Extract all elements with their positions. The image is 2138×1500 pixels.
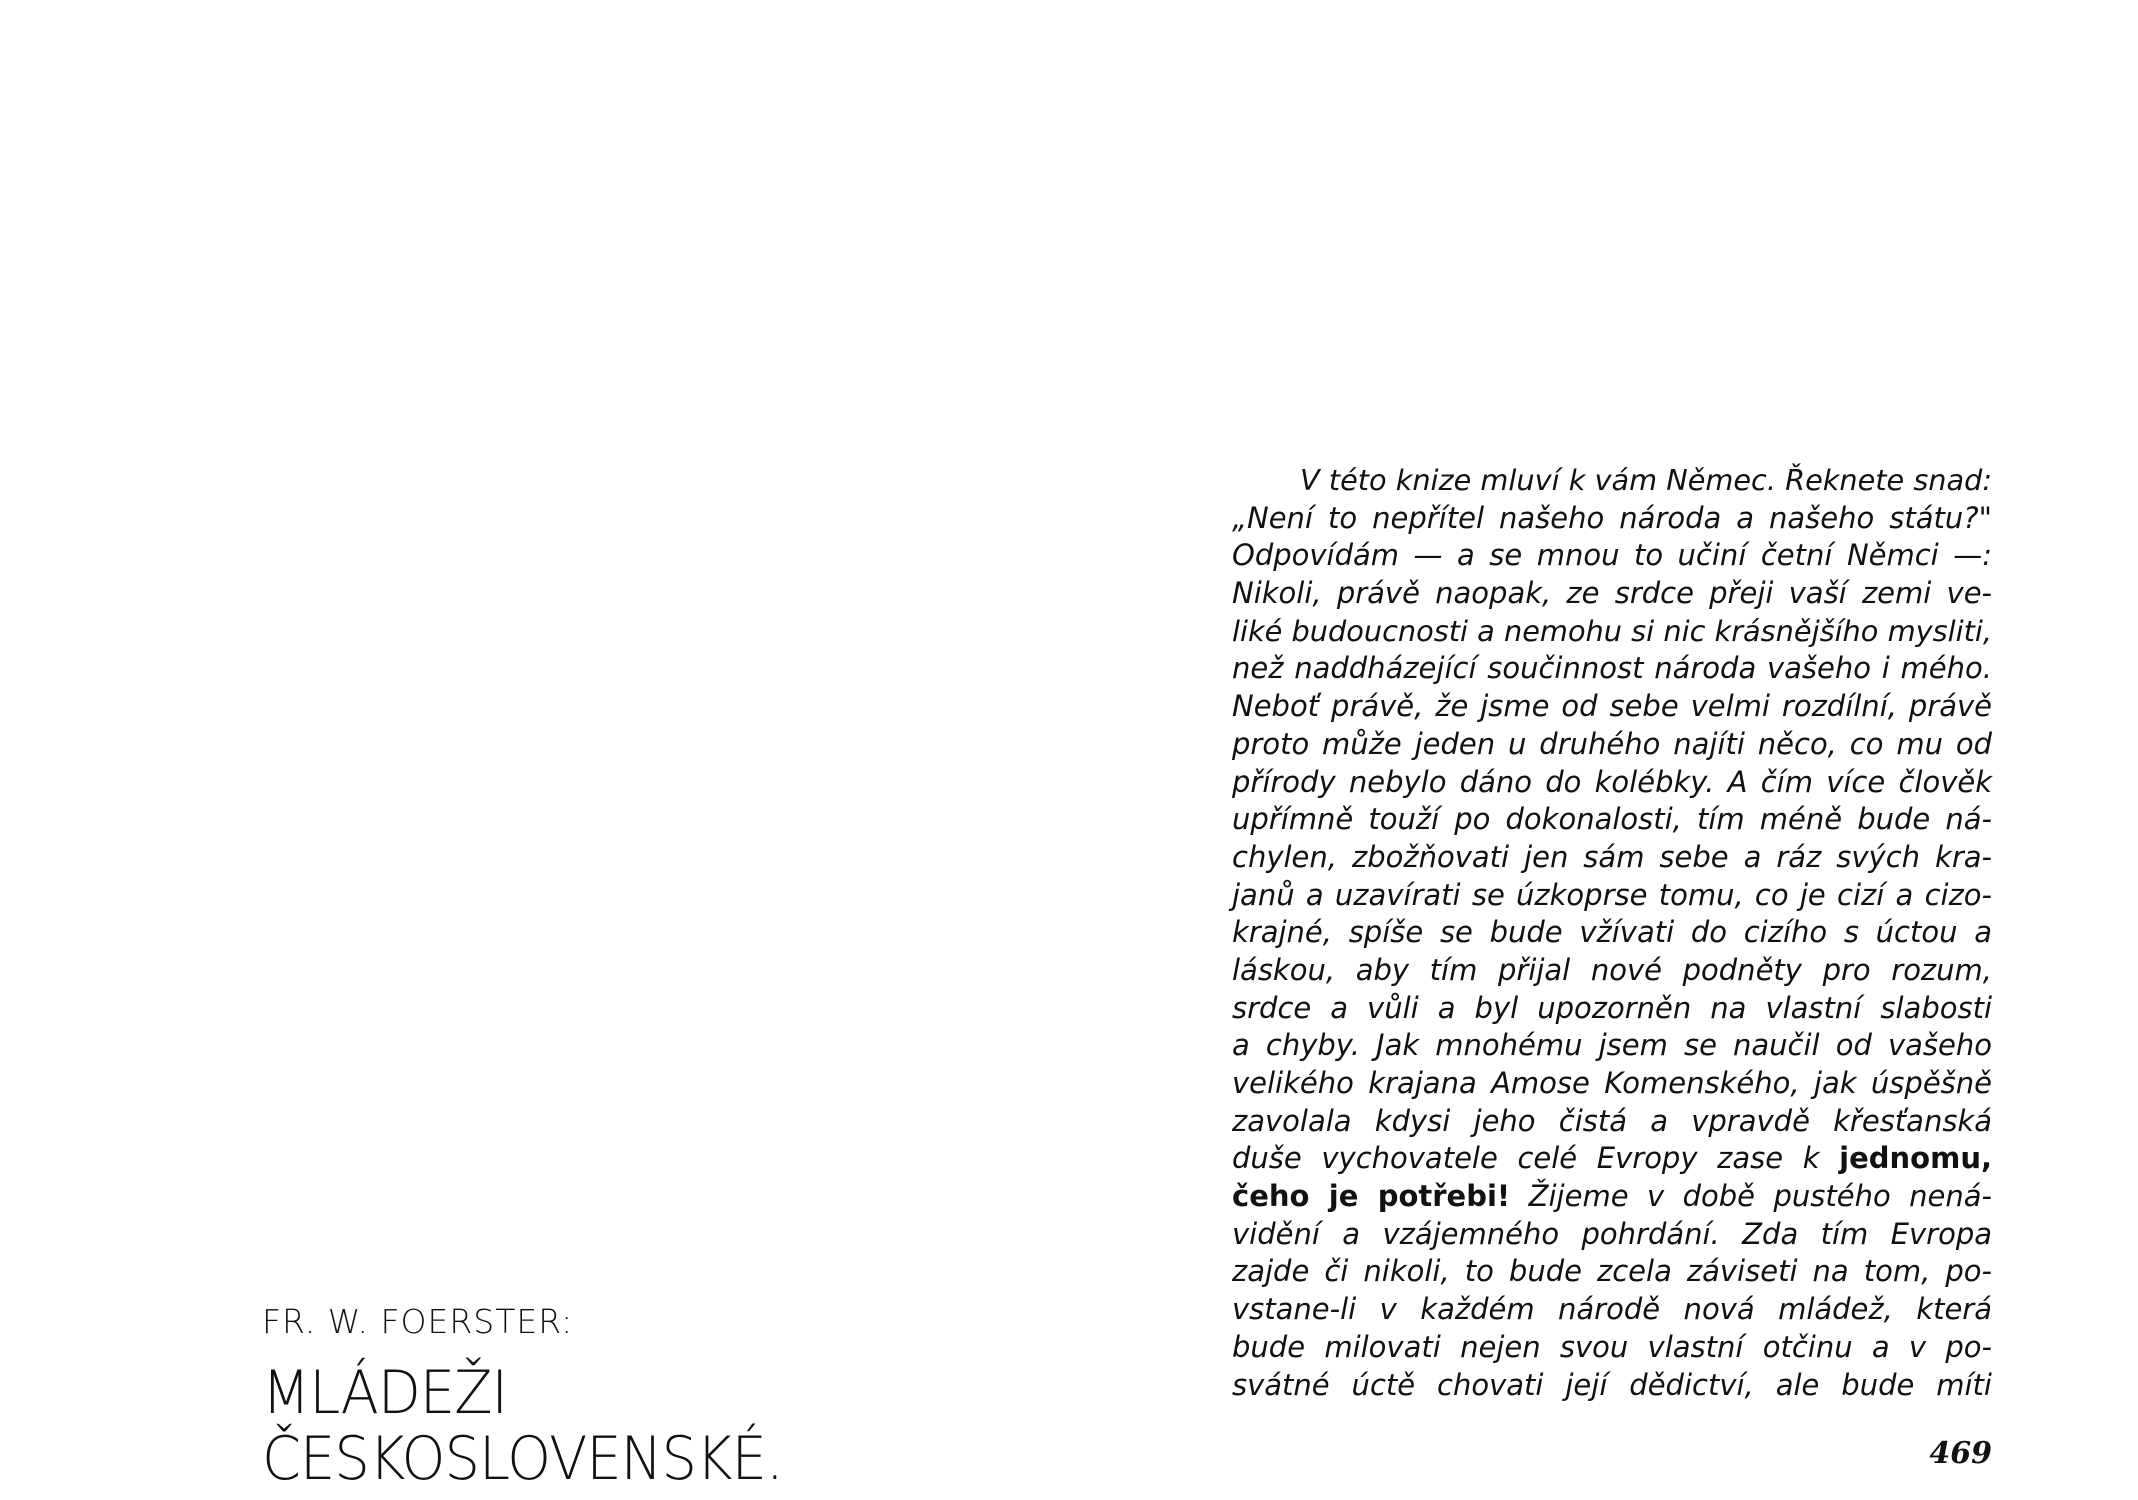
text-line: velikého krajana Amose Komenského, jak úspěšně (1232, 1066, 1992, 1100)
text-line-emphasis (1232, 1140, 1992, 1178)
text-line: Neboť právě, že jsme od sebe velmi rozdílní, právě (1232, 689, 1992, 724)
text-line: liké budoucnosti a nemohu si nic krásnějšího mysliti, (1232, 613, 1992, 648)
text-line: „Není to nepřítel našeho národa a našeho státu?" (1232, 500, 1992, 535)
author-name: FR. W. FOERSTER: (262, 1302, 574, 1341)
text-line: zajde či nikoli, to bude zcela záviseti na tom, po- (1232, 1254, 1992, 1289)
text-line: Nikoli, právě naopak, ze srdce přeji vaší zemi ve- (1232, 576, 1992, 611)
text-line: zavolala kdysi jeho čistá a vpravdě křesťanská (1232, 1103, 1992, 1138)
text-line: a chyby. Jak mnohému jsem se naučil od vašeho (1232, 1028, 1992, 1063)
title-block (262, 1302, 962, 1492)
title-line-1: MLÁDEŽI (262, 1358, 508, 1428)
page-number: 469 (1929, 1436, 1992, 1471)
text-line: srdce a vůli a byl upozorněn na vlastní slabosti (1232, 990, 1992, 1025)
text-line: proto může jeden u druhého najíti něco, co mu od (1232, 726, 1992, 761)
text-line: vstane-li v každém národě nová mládež, která (1232, 1292, 1992, 1327)
title-line-2: ČESKOSLOVENSKÉ. (262, 1424, 783, 1494)
text-line-emphasis (1232, 1178, 1992, 1216)
text-line: než naddházející součinnost národa vašeho i mého. (1232, 651, 1992, 686)
text-line: chylen, zbožňovati jen sám sebe a ráz svých kra- (1232, 839, 1992, 874)
text-line: svátné úctě chovati její dědictví, ale bude míti (1232, 1367, 1992, 1402)
text-line: vidění a vzájemného pohrdání. Zda tím Evropa (1232, 1216, 1992, 1251)
text-line: V této knize mluví k vám Němec. Řeknete snad: (1300, 463, 1992, 497)
text-line: láskou, aby tím přijal nové podněty pro rozum, (1232, 952, 1992, 987)
text-run: Žijeme v době pustého nená- (1510, 1179, 1992, 1214)
text-line: janů a uzavírati se úzkoprse tomu, co je cizí a cizo- (1232, 877, 1992, 912)
text-line: krajné, spíše se bude vžívati do cizího s úctou a (1232, 915, 1992, 950)
text-line: bude milovati nejen svou vlastní otčinu a v po- (1232, 1329, 1992, 1364)
text-line: přírody nebylo dáno do kolébky. A čím více člověk (1232, 764, 1992, 799)
bold-emphasis: jednomu, (1839, 1141, 1992, 1176)
text-line: Odpovídám — a se mnou to učiní četní Němci —: (1232, 538, 1992, 573)
body-text (1232, 462, 1992, 1404)
text-run: duše vychovatele celé Evropy zase k (1232, 1141, 1840, 1176)
bold-emphasis: čeho je potřebi! (1232, 1179, 1511, 1214)
text-line: upřímně touží po dokonalosti, tím méně bude ná- (1232, 802, 1992, 837)
